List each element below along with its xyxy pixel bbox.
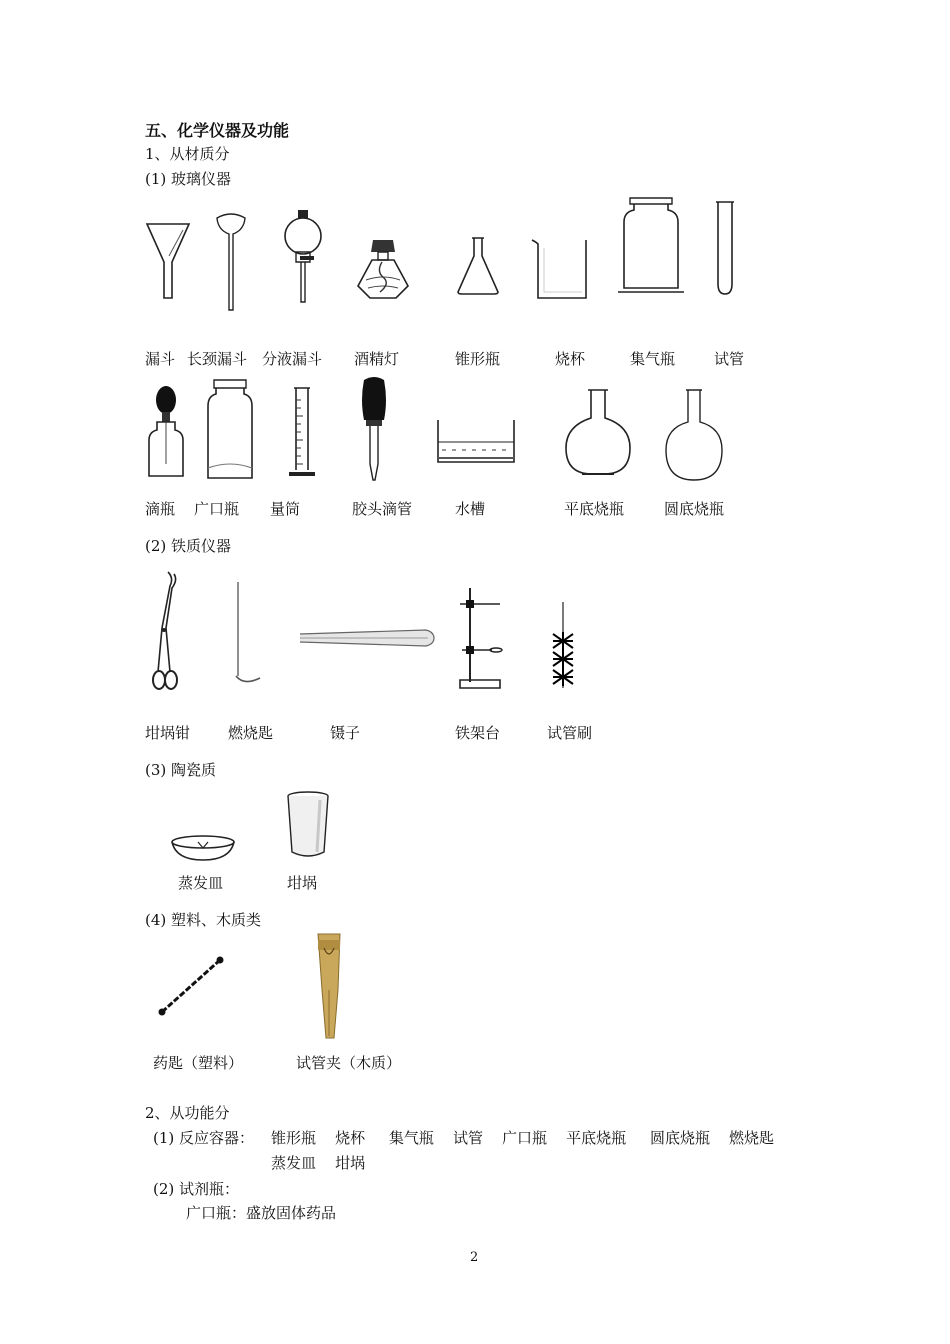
- reaction-containers-line1: 锥形瓶 烧杯 集气瓶 试管 广口瓶 平底烧瓶 圆底烧瓶 燃烧匙: [271, 1129, 775, 1147]
- separatory-funnel-icon: [282, 208, 324, 304]
- flat-bottom-flask-icon: [562, 388, 634, 480]
- label-test-tube: 试管: [714, 350, 745, 368]
- plastic-wood-title: (4) 塑料、木质类: [145, 911, 262, 929]
- label-alcohol-lamp: 酒精灯: [354, 350, 400, 368]
- test-tube-holder-icon: [314, 930, 344, 1040]
- label-combustion-spoon: 燃烧匙: [228, 724, 274, 742]
- label-rubber-dropper: 胶头滴管: [352, 500, 413, 518]
- test-tube-brush-icon: [550, 600, 576, 690]
- reaction-label: (1) 反应容器：: [153, 1129, 255, 1147]
- graduated-cylinder-icon: [288, 386, 316, 478]
- funnel-icon: [145, 220, 191, 300]
- iron-stand-icon: [456, 586, 504, 690]
- label-crucible: 坩埚: [287, 874, 318, 892]
- crucible-tongs-icon: [148, 568, 182, 692]
- label-wide-mouth-bottle: 广口瓶: [194, 500, 240, 518]
- iron-title: (2) 铁质仪器: [145, 537, 232, 555]
- reagent-bottle-label: (2) 试剂瓶：: [153, 1180, 240, 1198]
- by-function-title: 2、从功能分: [145, 1104, 230, 1122]
- test-tube-icon: [712, 200, 738, 296]
- label-separatory-funnel: 分液漏斗: [262, 350, 323, 368]
- by-material-title: 1、从材质分: [145, 145, 230, 163]
- crucible-icon: [286, 790, 330, 860]
- label-flat-bottom-flask: 平底烧瓶: [564, 500, 625, 518]
- water-trough-icon: [436, 418, 516, 466]
- label-test-tube-holder: 试管夹（木质）: [296, 1054, 402, 1072]
- label-dropping-bottle: 滴瓶: [145, 500, 176, 518]
- rubber-dropper-icon: [358, 376, 390, 484]
- label-test-tube-brush: 试管刷: [547, 724, 593, 742]
- tweezers-icon: [298, 626, 436, 650]
- label-round-bottom-flask: 圆底烧瓶: [664, 500, 725, 518]
- label-long-neck-funnel: 长颈漏斗: [187, 350, 248, 368]
- long-neck-funnel-icon: [214, 212, 248, 312]
- alcohol-lamp-icon: [356, 236, 410, 300]
- page-number: 2: [470, 1250, 479, 1265]
- label-beaker: 烧杯: [555, 350, 586, 368]
- round-bottom-flask-icon: [664, 388, 724, 482]
- dropping-bottle-icon: [145, 384, 187, 480]
- label-medicine-spoon: 药匙（塑料）: [153, 1054, 244, 1072]
- label-funnel: 漏斗: [145, 350, 176, 368]
- gas-collecting-bottle-icon: [616, 196, 686, 298]
- medicine-spoon-icon: [156, 954, 226, 1016]
- reagent-bottle-line1: 广口瓶：盛放固体药品: [186, 1204, 337, 1222]
- evaporating-dish-icon: [170, 834, 236, 864]
- label-water-trough: 水槽: [455, 500, 486, 518]
- combustion-spoon-icon: [230, 580, 264, 688]
- glass-title: (1) 玻璃仪器: [145, 170, 232, 188]
- label-conical-flask: 锥形瓶: [455, 350, 501, 368]
- label-crucible-tongs: 坩埚钳: [145, 724, 191, 742]
- label-gas-bottle: 集气瓶: [630, 350, 676, 368]
- beaker-icon: [530, 236, 590, 300]
- conical-flask-icon: [456, 236, 500, 296]
- section-title: 五、化学仪器及功能: [145, 121, 290, 140]
- label-evaporating-dish: 蒸发皿: [178, 874, 224, 892]
- label-iron-stand: 铁架台: [455, 724, 501, 742]
- reaction-containers-line2: 蒸发皿 坩埚: [271, 1154, 366, 1172]
- label-graduated-cylinder: 量筒: [270, 500, 301, 518]
- wide-mouth-bottle-icon: [204, 378, 256, 480]
- ceramic-title: (3) 陶瓷质: [145, 761, 217, 779]
- label-tweezers: 镊子: [330, 724, 361, 742]
